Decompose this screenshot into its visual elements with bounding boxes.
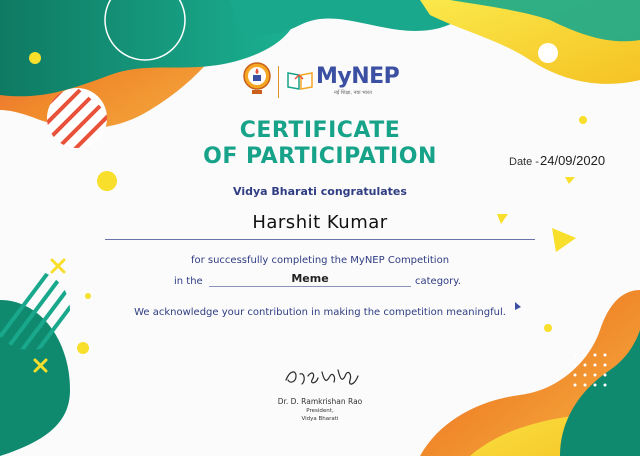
certificate-title-line1: CERTIFICATE xyxy=(239,118,401,143)
signatory-org: Vidya Bharati xyxy=(301,416,339,422)
date-value: 24/09/2020 xyxy=(540,153,606,168)
signature-image xyxy=(282,362,362,392)
category-underline xyxy=(209,286,411,287)
certificate-title-line2: OF PARTICIPATION xyxy=(203,144,437,169)
brand-name: MyNEP xyxy=(316,64,400,89)
completion-text: for successfully completing the MyNEP Competition xyxy=(190,255,450,266)
signatory-role: President, xyxy=(306,408,334,414)
brand-tagline: नई शिक्षा, नया भारत xyxy=(334,90,372,96)
yellow-dot xyxy=(544,324,552,332)
category-value: Meme xyxy=(291,272,329,285)
congratulator-line: Vidya Bharati congratulates xyxy=(233,185,407,198)
category-prefix: in the xyxy=(174,276,203,287)
yellow-dot xyxy=(85,293,91,299)
yellow-triangle xyxy=(565,177,575,184)
recipient-name: Harshit Kumar xyxy=(252,212,388,233)
white-dot xyxy=(538,43,558,63)
yellow-dot xyxy=(29,52,41,64)
yellow-dot xyxy=(77,342,89,354)
logo-divider xyxy=(278,66,279,98)
vidya-bharati-emblem-icon xyxy=(242,60,272,100)
name-underline xyxy=(105,239,535,240)
acknowledgement-text: We acknowledge your contribution in making the competition meaningful. xyxy=(134,307,506,318)
book-icon xyxy=(287,70,313,90)
category-suffix: category. xyxy=(415,276,461,287)
date-label: Date - xyxy=(509,156,539,168)
signatory-name: Dr. D. Ramkrishan Rao xyxy=(277,397,363,406)
